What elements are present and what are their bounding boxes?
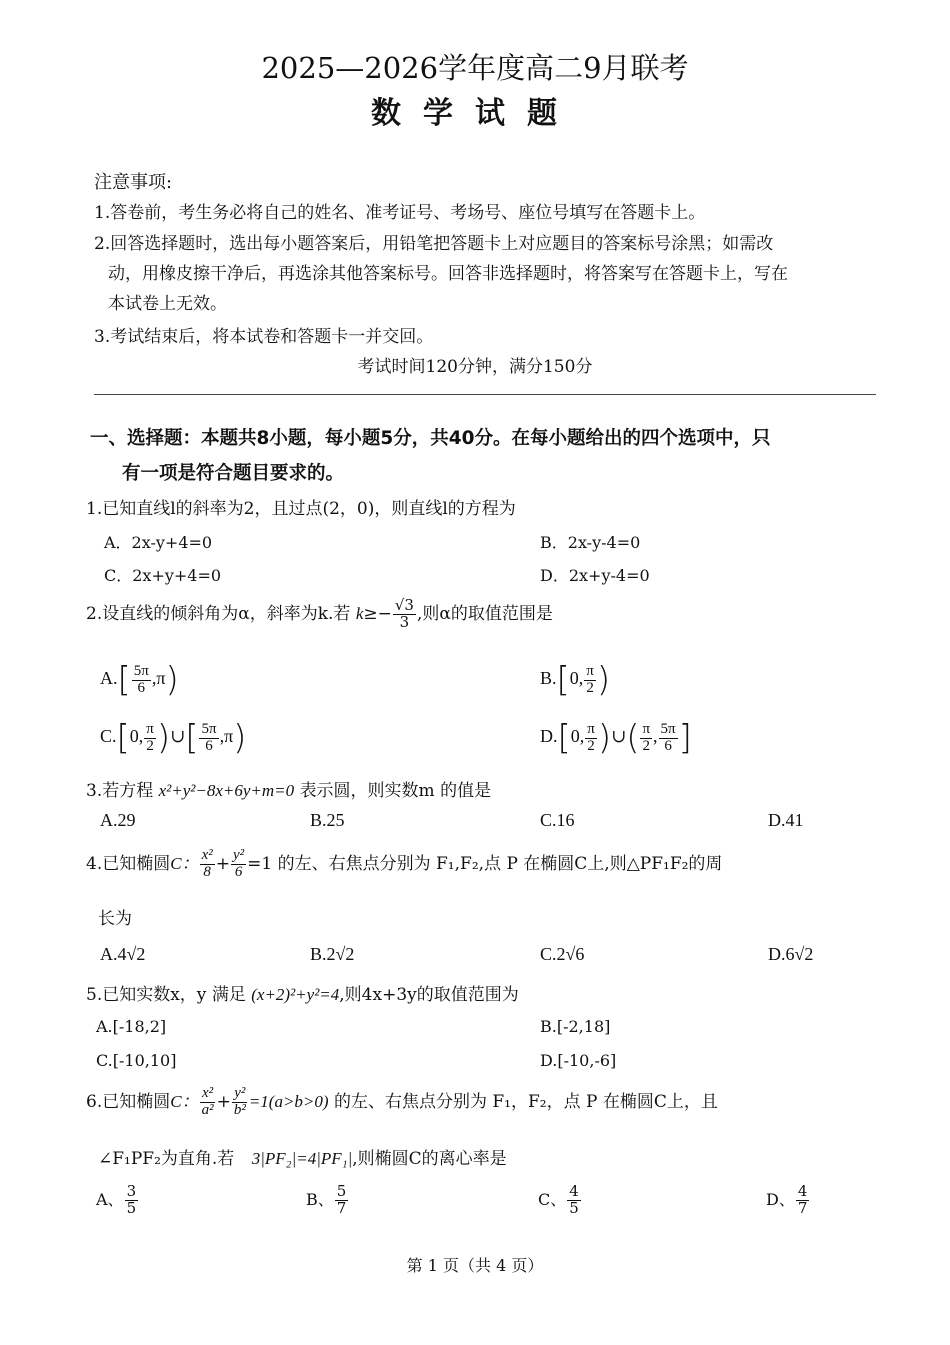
question-2-option-a: A.[ $\frac{5\pi}{6}$ ,π)	[100, 660, 179, 700]
question-4-option-b: B.2√2	[310, 944, 355, 964]
exam-subtitle: 数学试题	[371, 96, 579, 131]
question-5-option-d: D.[-10,-6]	[540, 1051, 617, 1070]
notes-heading: 注意事项:	[94, 172, 173, 193]
note-item-2: 2.回答选择题时，选出每小题答案后，用铅笔把答题卡上对应题目的答案标号涂黑；如需改	[94, 234, 774, 254]
question-4-option-d: D.6√2	[768, 944, 814, 964]
question-6-option-c: C、 $\frac{4}{5}$	[538, 1182, 579, 1217]
question-3-option-d: D.41	[768, 810, 804, 830]
question-5-option-a: A.[-18,2]	[96, 1017, 167, 1036]
question-3-option-c: C.16	[540, 810, 575, 830]
question-4-option-c: C.2√6	[540, 944, 585, 964]
question-1-option-b: B．2x-y-4=0	[540, 533, 641, 552]
exam-title: 2025—2026学年度高二9月联考	[261, 51, 689, 85]
note-item-1: 1.答卷前，考生务必将自己的姓名、准考证号、考场号、座位号填写在答题卡上。	[94, 203, 706, 223]
question-4-stem: 4.已知椭圆C： $\frac{\text{x²}}{8}$ + $\frac{\text{y²}}{6}$ =1 的左、右焦点分别为 F₁,F₂,点 P 在椭圆C上,则△PF₁F₂的周	[86, 847, 723, 880]
question-6-option-a: A、 $\frac{3}{5}$	[96, 1182, 137, 1217]
question-6-option-b: B、 $\frac{5}{7}$	[306, 1182, 347, 1217]
question-2-option-c: C.[0, $\frac{\pi}{2}$ )∪[ $\frac{5\pi}{6}$ ,π)	[100, 718, 247, 758]
question-6-option-d: D、 $\frac{4}{7}$	[766, 1182, 808, 1217]
question-2-option-d: D.[0, $\frac{\pi}{2}$ )∪( $\frac{\pi}{2}$ , $\frac{5\pi}{6}$ ]	[540, 718, 692, 758]
exam-time: 考试时间120分钟，满分150分	[357, 357, 593, 377]
question-4-stem-cont: 长为	[98, 909, 132, 929]
question-4-option-a: A.4√2	[100, 944, 146, 964]
note-item-3: 3.考试结束后，将本试卷和答题卡一并交回。	[94, 327, 434, 347]
question-1-stem: 1.已知直线l的斜率为2，且过点(2，0)，则直线l的方程为	[86, 499, 516, 519]
page-number: 第 1 页（共 4 页）	[406, 1256, 544, 1275]
question-3-option-a: A.29	[100, 810, 136, 830]
question-5-option-b: B.[-2,18]	[540, 1017, 611, 1036]
question-6-stem-cont: ∠F₁PF₂为直角.若 3|PF₂|=4|PF₁|,则椭圆C的离心率是	[98, 1149, 507, 1169]
question-5-option-c: C.[-10,10]	[96, 1051, 177, 1070]
note-item-2-cont: 动，用橡皮擦干净后，再选涂其他答案标号。回答非选择题时，将答案写在答题卡上，写在	[108, 264, 788, 284]
question-2-option-b: B.[0, $\frac{\pi}{2}$ )	[540, 660, 611, 700]
note-item-2-end: 本试卷上无效。	[108, 294, 227, 314]
question-2-stem: 2.设直线的倾斜角为α，斜率为k.若 k≥− $\frac{√3}{3}$ ,则α的取值范围是	[86, 596, 553, 631]
section-heading-cont: 有一项是符合题目要求的。	[122, 463, 345, 484]
question-1-option-c: C．2x+y+4=0	[104, 566, 222, 585]
section-heading: 一、选择题：本题共8小题，每小题5分，共40分。在每小题给出的四个选项中，只	[90, 428, 771, 449]
question-6-stem: 6.已知椭圆C： $\frac{\text{x²}}{\text{a²}}$ + $\frac{\text{y²}}{\text{b²}}$ =1(a>b>0) 的左、右焦点分别为 F₁，F₂，点 P 在椭圆C上，且	[86, 1085, 718, 1118]
divider	[94, 394, 876, 395]
question-1-option-a: A．2x-y+4=0	[104, 533, 213, 552]
question-3-option-b: B.25	[310, 810, 345, 830]
question-5-stem: 5.已知实数x，y 满足 (x+2)²+y²=4,则4x+3y的取值范围为	[86, 985, 519, 1005]
question-3-stem: 3.若方程 x²+y²−8x+6y+m=0 表示圆，则实数m 的值是	[86, 781, 492, 801]
question-1-option-d: D．2x+y-4=0	[540, 566, 650, 585]
